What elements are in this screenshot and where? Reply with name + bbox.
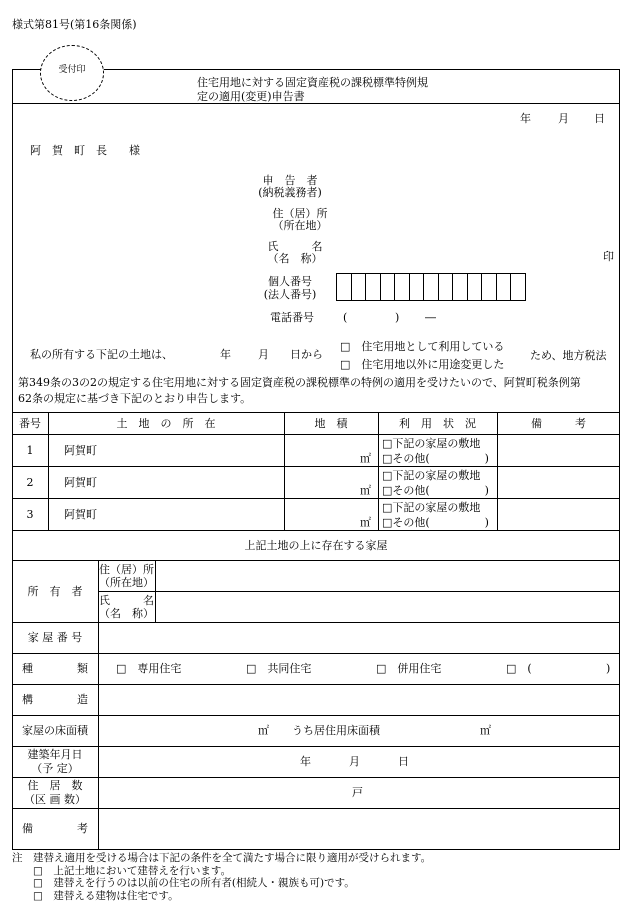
reception-stamp: 受付印 (40, 45, 104, 101)
owner-address-sublabel: （所在地） (99, 576, 154, 589)
table-row-location: 阿賀町 (64, 508, 97, 521)
owner-address-label: 住（居）所 (99, 563, 154, 576)
kind-option-exclusive[interactable]: □ 専用住宅 (116, 662, 182, 675)
house-number-label: 家 屋 番 号 (27, 631, 83, 644)
phone-close: ) (395, 311, 400, 324)
built-month: 月 (349, 755, 360, 768)
built-date-sublabel: （予 定） (31, 762, 79, 775)
table-row-location: 阿賀町 (64, 476, 97, 489)
owner-label: 所 有 者 (27, 585, 83, 598)
structure-label: 構 造 (22, 693, 88, 706)
date-year: 年 (520, 112, 531, 125)
seal-mark: 印 (603, 250, 614, 263)
area-unit: ㎡ (360, 452, 371, 465)
floor-area-label: 家屋の床面積 (22, 724, 88, 737)
statement-line2: 第349条の3の2の規定する住宅用地に対する固定資産税の課税標準の特例の適用を受けたいので、阿賀町税条例第 (18, 376, 581, 389)
usage-option-site[interactable]: □下記の家屋の敷地 (382, 437, 481, 450)
applicant-label: 申 告 者 (262, 174, 318, 187)
name-sublabel: （名 称） (267, 252, 323, 265)
owner-name-label: 氏 名 (99, 594, 154, 607)
header-remarks: 備 考 (531, 417, 586, 430)
statement-prefix: 私の所有する下記の土地は、 (30, 348, 173, 361)
table-row-number: 2 (26, 476, 34, 489)
notes: 注 建替え適用を受ける場合は下記の条件を全て満たす場合に限り適用が受けられます。 □ 上記土地において建替えを行います。 □ 建替えを行うのは以前の住宅の所有者(相続人・親族も可)です。 □ 建替える建物は住宅です。 (12, 852, 432, 902)
statement-month: 月 (258, 348, 269, 361)
kind-option-other[interactable]: □ ( (506, 662, 532, 675)
statement-line3: 62条の規定に基づき下記のとおり申告します。 (18, 392, 252, 405)
addressee: 阿 賀 町 長 様 (30, 144, 140, 157)
units-label: 住 居 数 (27, 779, 83, 792)
statement-option-residential[interactable]: □ 住宅用地として利用している (340, 340, 505, 353)
usage-option-site[interactable]: □下記の家屋の敷地 (382, 469, 481, 482)
form-number: 様式第81号(第16条関係) (12, 18, 137, 31)
statement-year: 年 (220, 348, 231, 361)
table-row-number: 1 (26, 444, 34, 457)
remarks-label: 備 考 (22, 822, 88, 835)
owner-name-sublabel: （名 称） (99, 607, 154, 620)
name-label: 氏 名 (267, 240, 323, 253)
statement-option-changed[interactable]: □ 住宅用地以外に用途変更した (340, 358, 505, 371)
applicant-sublabel: (納税義務者) (258, 186, 322, 199)
table-row-location: 阿賀町 (64, 444, 97, 457)
statement-suffix: ため、地方税法 (530, 349, 607, 362)
date-day: 日 (594, 112, 605, 125)
table-row-number: 3 (26, 508, 34, 521)
residential-area-unit: ㎡ (480, 724, 491, 737)
built-day: 日 (398, 755, 409, 768)
address-sublabel: （所在地） (272, 219, 328, 232)
id-number-label: 個人番号 (268, 275, 312, 288)
phone-open: ( (343, 311, 348, 324)
floor-area-unit: ㎡ (258, 724, 269, 737)
kind-option-shared[interactable]: □ 共同住宅 (246, 662, 312, 675)
phone-dash: ― (425, 311, 436, 324)
header-location: 土 地 の 所 在 (116, 417, 216, 430)
form-title: 住宅用地に対する固定資産税の課税標準特例規 定の適用(変更)申告書 (197, 76, 428, 103)
statement-from: 日から (290, 348, 323, 361)
kind-option-other-close: ) (606, 662, 611, 675)
residential-area-label: うち居住用床面積 (292, 724, 380, 737)
built-date-label: 建築年月日 (27, 748, 83, 761)
area-unit: ㎡ (360, 484, 371, 497)
kind-option-mixed[interactable]: □ 併用住宅 (376, 662, 442, 675)
kind-label: 種 類 (22, 662, 88, 675)
usage-option-other[interactable]: □その他( ) (382, 484, 489, 497)
area-unit: ㎡ (360, 516, 371, 529)
header-area: 地 積 (314, 417, 348, 430)
header-usage: 利 用 状 況 (399, 417, 476, 430)
usage-option-other[interactable]: □その他( ) (382, 452, 489, 465)
corp-number-label: (法人番号) (263, 288, 317, 301)
date-month: 月 (558, 112, 569, 125)
built-year: 年 (300, 755, 311, 768)
header-number: 番号 (19, 417, 41, 430)
house-section-title: 上記土地の上に存在する家屋 (244, 539, 388, 552)
phone-label: 電話番号 (270, 311, 314, 324)
units-sublabel: （区 画 数） (24, 793, 86, 806)
usage-option-site[interactable]: □下記の家屋の敷地 (382, 501, 481, 514)
usage-option-other[interactable]: □その他( ) (382, 516, 489, 529)
address-label: 住（居）所 (272, 207, 328, 220)
units-suffix: 戸 (352, 786, 363, 799)
id-number-boxes[interactable] (337, 273, 526, 301)
